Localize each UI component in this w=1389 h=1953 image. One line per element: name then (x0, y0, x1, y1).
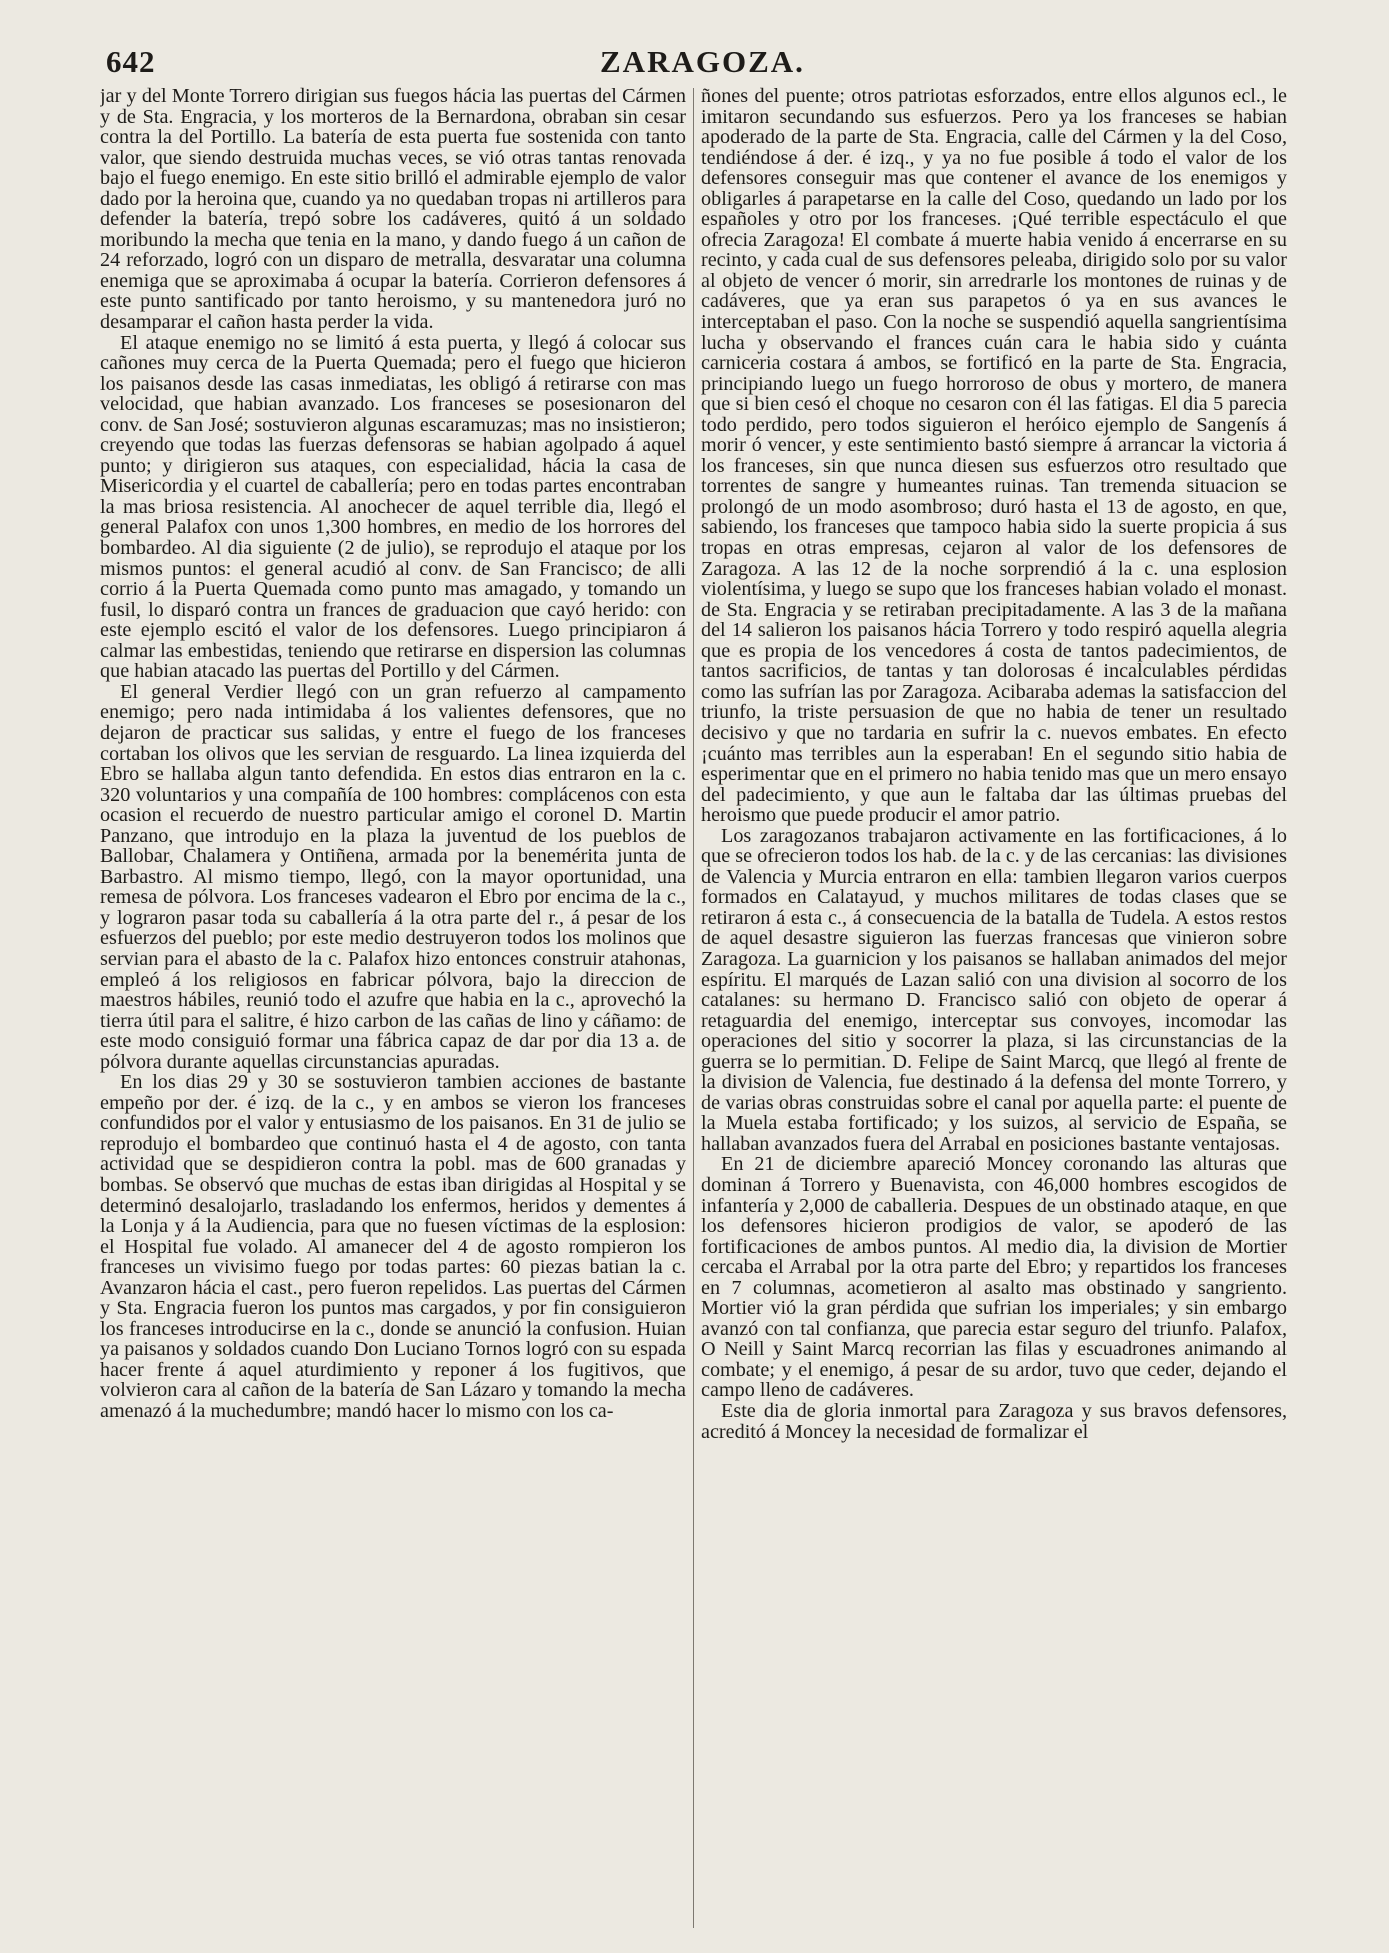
left-column (100, 86, 686, 1926)
page-header (70, 44, 1315, 84)
paragraph: Los zaragozanos trabajaron activamente en las fortificaciones, á lo que se ofrecieron todos los hab. de la c. y de las cercanias: las divisiones de Valencia y Murcia entraron en ella: tambien llegaron varios cuerpos formados en Calatayud, y muchos militares de todas clases que se retiraron á esta c., á consecuencia de la batalla de Tudela. A estos restos de aquel desastre siguieron las fuerzas francesas que vinieron sobre Zaragoza. La guarnicion y los paisanos se hallaban animados del mejor espíritu. El marqués de Lazan salió con una division al socorro de los catalanes: su hermano D. Francisco salió con objeto de operar á retaguardia del enemigo, interceptar sus convoyes, incomodar las operaciones del sitio y socorrer la plaza, si las circunstancias de la guerra se lo permitian. D. Felipe de Saint Marcq, que llegó al frente de la division de Valencia, fue destinado á la defensa del monte Torrero, y de varias obras construidas sobre el canal por aquella parte: el puente de la Muela estaba fortificado; y los suizos, al servicio de España, se hallaban avanzados fuera del Arrabal en posiciones bastante ventajosas. (701, 824, 1287, 1155)
paragraph: ñones del puente; otros patriotas esforzados, entre ellos algunos ecl., le imitaron secundando sus esfuerzos. Pero ya los franceses se habian apoderado de la parte de Sta. Engracia, calle del Cármen y la del Coso, tendiéndose á der. é izq., y ya no fue posible á todo el valor de los defensores conseguir mas que contener el avance de los enemigos y obligarles á parapetarse en la calle del Coso, quedando un lado por los españoles y otro por los franceses. ¡Qué terrible espectáculo el que ofrecia Zaragoza! El combate á muerte habia venido á encerrarse en su recinto, y cada cual de sus defensores peleaba, dirigido solo por su valor al objeto de vencer ó morir, sin arredrarle los montones de ruinas y de cadáveres, que ya eran sus parapetos ó ya en sus avances le interceptaban el paso. Con la noche se suspendió aquella sangrientísima lucha y observando el frances cuán cara le habia sido y cuánta carniceria costara á ambos, se fortificó en la parte de Sta. Engracia, principiando luego un fuego horroroso de obus y mortero, de manera que si bien cesó el choque no cesaron con él las fatigas. El dia 5 parecia todo perdido, pero todos siguieron el heróico ejemplo de Sangenís á morir ó vencer, y este sentimiento bastó siempre á arrancar la victoria á los franceses, sin que nunca diesen sus esfuerzos otro resultado que torrentes de sangre y humeantes ruinas. Tan tremenda situacion se prolongó de un modo asombroso; duró hasta el 13 de agosto, en que, sabiendo, los franceses que tampoco habia sido la suerte propicia á sus tropas en otras empresas, cejaron al valor de los defensores de Zaragoza. A las 12 de la noche sorprendió á la c. una esplosion violentísima, y luego se supo que los franceses habian volado el monast. de Sta. Engracia y se retiraban precipitadamente. A las 3 de la mañana del 14 salieron los paisanos hácia Torrero y todo respiró aquella alegria que es propia de los vencedores á costa de tantos padecimientos, de tantos sacrificios, de tantas y tan dolorosas é incalculables pérdidas como las sufrían las por Zaragoza. Acibaraba ademas la satisfaccion del triunfo, la triste persuasion de que no habia de tener un resultado decisivo y que no tardaria en sufrir la c. nuevos embates. En efecto ¡cuánto mas terribles aun la esperaban! En el segundo sitio habia de esperimentar que en el primero no habia tenido mas que un mero ensayo del padecimiento, y que aun le faltaba dar las últimas pruebas del heroismo que puede producir el amor patrio. (701, 86, 1287, 827)
paragraph: En 21 de diciembre apareció Moncey coronando las alturas que dominan á Torrero y Buenavista, con 46,000 hombres escogidos de infantería y 2,000 de caballeria. Despues de un obstinado ataque, en que los defensores hicieron prodigios de valor, se apoderó de las fortificaciones de ambos puntos. Al medio dia, la division de Mortier cercaba el Arrabal por la otra parte del Ebro; y repartidos los franceses en 7 columnas, acometieron al asalto mas obstinado y sangriento. Mortier vió la gran pérdida que sufrian los imperiales; y sin embargo avanzó con tal confianza, que parecia estar seguro del triunfo. Palafox, O Neill y Saint Marcq recorrian las filas y escuadrones animando al combate; y el enemigo, á pesar de su ardor, tuvo que ceder, dejando el campo lleno de cadáveres. (701, 1153, 1287, 1402)
paragraph: El general Verdier llegó con un gran refuerzo al campamento enemigo; pero nada intimidaba á los valientes defensores, que no dejaron de practicar sus salidas, y entre el fuego de los franceses cortaban los olivos que les servian de resguardo. La linea izquierda del Ebro se hallaba algun tanto defendida. En estos dias entraron en la c. 320 voluntarios y una compañía de 100 hombres: complácenos con esta ocasion el recuerdo de nuestro particular amigo el coronel D. Martin Panzano, que introdujo en la plaza la juventud de los pueblos de Ballobar, Chalamera y Ontiñena, armada por la benemérita junta de Barbastro. Al mismo tiempo, llegó, con la mayor oportunidad, una remesa de pólvora. Los franceses vadearon el Ebro por encima de la c., y lograron pasar toda su caballería á la otra parte del r., á pesar de los esfuerzos del pueblo; por este medio destruyeron todos los molinos que servian para el abasto de la c. Palafox hizo entonces construir atahonas, empleó á los religiosos en fabricar pólvora, bajo la direccion de maestros hábiles, reunió todo el azufre que habia en la c., aprovechó la tierra útil para el salitre, é hizo carbon de las cañas de lino y cáñamo: de este modo consiguió formar una fábrica capaz de dar por dia 13 a. de pólvora durante aquellas circunstancias apuradas. (100, 680, 686, 1073)
paragraph: El ataque enemigo no se limitó á esta puerta, y llegó á colocar sus cañones muy cerca de la Puerta Quemada; pero el fuego que hicieron los paisanos desde las casas inmediatas, les obligó á retirarse con mas velocidad, que habian avanzado. Los franceses se posesionaron del conv. de San José; sostuvieron algunas escaramuzas; mas no insistieron; creyendo que todas las fuerzas defensoras se habian agolpado á aquel punto; y dirigieron sus ataques, con especialidad, hácia la casa de Misericordia y el cuartel de caballería; pero en todas partes encontraban la mas briosa resistencia. Al anochecer de aquel terrible dia, llegó el general Palafox con unos 1,300 hombres, en medio de los horrores del bombardeo. Al dia siguiente (2 de julio), se reprodujo el ataque por los mismos puntos: el general acudió al conv. de San Francisco; de alli corrio á la Puerta Quemada como punto mas amagado, y tomando un fusil, lo disparó contra un frances de graduacion que cayó herido: con este ejemplo escitó el valor de los defensores. Luego principiaron á calmar las embestidas, teniendo que retirarse en dispersion las columnas que habian atacado las puertas del Portillo y del Cármen. (100, 331, 686, 683)
paragraph: En los dias 29 y 30 se sostuvieron tambien acciones de bastante empeño por der. é izq. de la c., y en ambos se vieron los franceses confundidos por el valor y entusiasmo de los paisanos. En 31 de julio se reprodujo el bombardeo que continuó hasta el 4 de agosto, con tanta actividad que se despidieron contra la pobl. mas de 600 granadas y bombas. Se observó que muchas de estas iban dirigidas al Hospital y se determinó desalojarlo, trasladando los enfermos, heridos y dementes á la Lonja y á la Audiencia, para que no fuesen víctimas de la esplosion: el Hospital fue volado. Al amanecer del 4 de agosto rompieron los franceses un vivisimo fuego por todas partes: 60 piezas batian la c. Avanzaron hácia el cast., pero fueron repelidos. Las puertas del Cármen y Sta. Engracia fueron los puntos mas cargados, y por fin consiguieron los franceses introducirse en la c., donde se anunció la confusion. Huian ya paisanos y soldados cuando Don Luciano Tornos logró con su espada hacer frente á aquel aturdimiento y reponer á los fugitivos, que volvieron cara al cañon de la batería de San Lázaro y tomando la mecha amenazó á la muchedumbre; mandó hacer lo mismo con los ca- (100, 1071, 686, 1422)
page-number: 642 (106, 44, 156, 79)
paragraph: Este dia de gloria inmortal para Zaragoza y sus bravos defensores, acreditó á Moncey la necesidad de formalizar el (701, 1400, 1287, 1443)
paragraph: jar y del Monte Torrero dirigian sus fuegos hácia las puertas del Cármen y de Sta. Engracia, y los morteros de la Bernardona, obraban sin cesar contra la del Portillo. La batería de esta puerta fue sostenida con tanto valor, que siendo destruida muchas veces, se vió otras tantas renovada bajo el fuego enemigo. En este sitio brilló el admirable ejemplo de valor dado por la heroina que, cuando ya no quedaban tropas ni artilleros para defender la batería, trepó sobre los cadáveres, quitó á un soldado moribundo la mecha que tenia en la mano, y dando fuego á un cañon de 24 reforzado, logró con un disparo de metralla, desvaratar una columna enemiga que se aproximaba á ocupar la batería. Corrieron defensores á este punto santificado por tanto heroismo, y su mantenedora juró no desamparar el cañon hasta perder la vida. (100, 86, 686, 334)
running-title: ZARAGOZA. (600, 44, 805, 79)
right-column (701, 86, 1287, 1926)
column-divider (693, 88, 694, 1928)
